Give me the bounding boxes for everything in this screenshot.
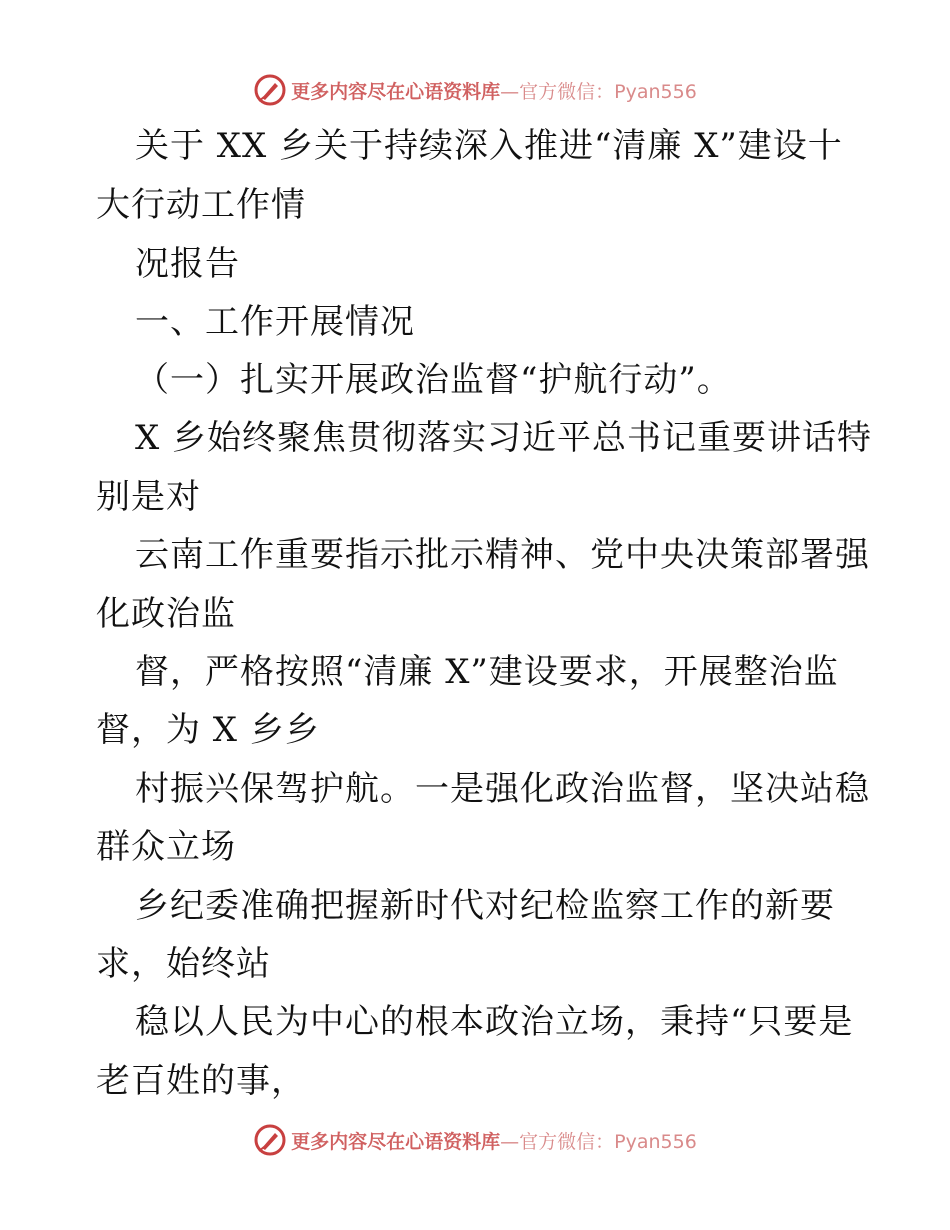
title-line-3: 况报告 <box>135 244 240 284</box>
paragraph-line: 云南工作重要指示批示精神、党中央决策部署强 <box>135 535 870 575</box>
footer-watermark <box>0 1120 950 1160</box>
paragraph-line: X 乡始终聚焦贯彻落实习近平总书记重要讲话特 <box>135 418 873 458</box>
paragraph-line: 督，严格按照“清廉 X”建设要求，开展整治监 <box>135 652 839 692</box>
paragraph-line: 老百姓的事， <box>96 1061 306 1101</box>
watermark-text: 更多内容尽在心语资料库—官方微信：Pyan556 <box>291 1130 697 1153</box>
watermark-text: 更多内容尽在心语资料库—官方微信：Pyan556 <box>291 80 697 103</box>
paragraph-line: 求，始终站 <box>96 944 271 984</box>
paragraph-line: 村振兴保驾护航。一是强化政治监督，坚决站稳 <box>135 769 870 809</box>
paragraph-line: 乡纪委准确把握新时代对纪检监察工作的新要 <box>135 886 835 926</box>
quill-logo-icon <box>253 1123 287 1157</box>
paragraph-line: 督，为 X 乡乡 <box>96 710 320 750</box>
paragraph-line: 稳以人民为中心的根本政治立场，秉持“只要是 <box>135 1002 854 1042</box>
title-line-1: 关于 XX 乡关于持续深入推进“清廉 X”建设十 <box>135 126 843 166</box>
paragraph-line: 群众立场 <box>96 827 236 867</box>
paragraph-line: 化政治监 <box>96 594 236 634</box>
title-line-2: 大行动工作情 <box>96 185 306 225</box>
section-heading: 一、工作开展情况 <box>135 302 415 342</box>
subsection-heading: （一）扎实开展政治监督“护航行动”。 <box>135 360 732 400</box>
paragraph-line: 别是对 <box>96 477 201 517</box>
